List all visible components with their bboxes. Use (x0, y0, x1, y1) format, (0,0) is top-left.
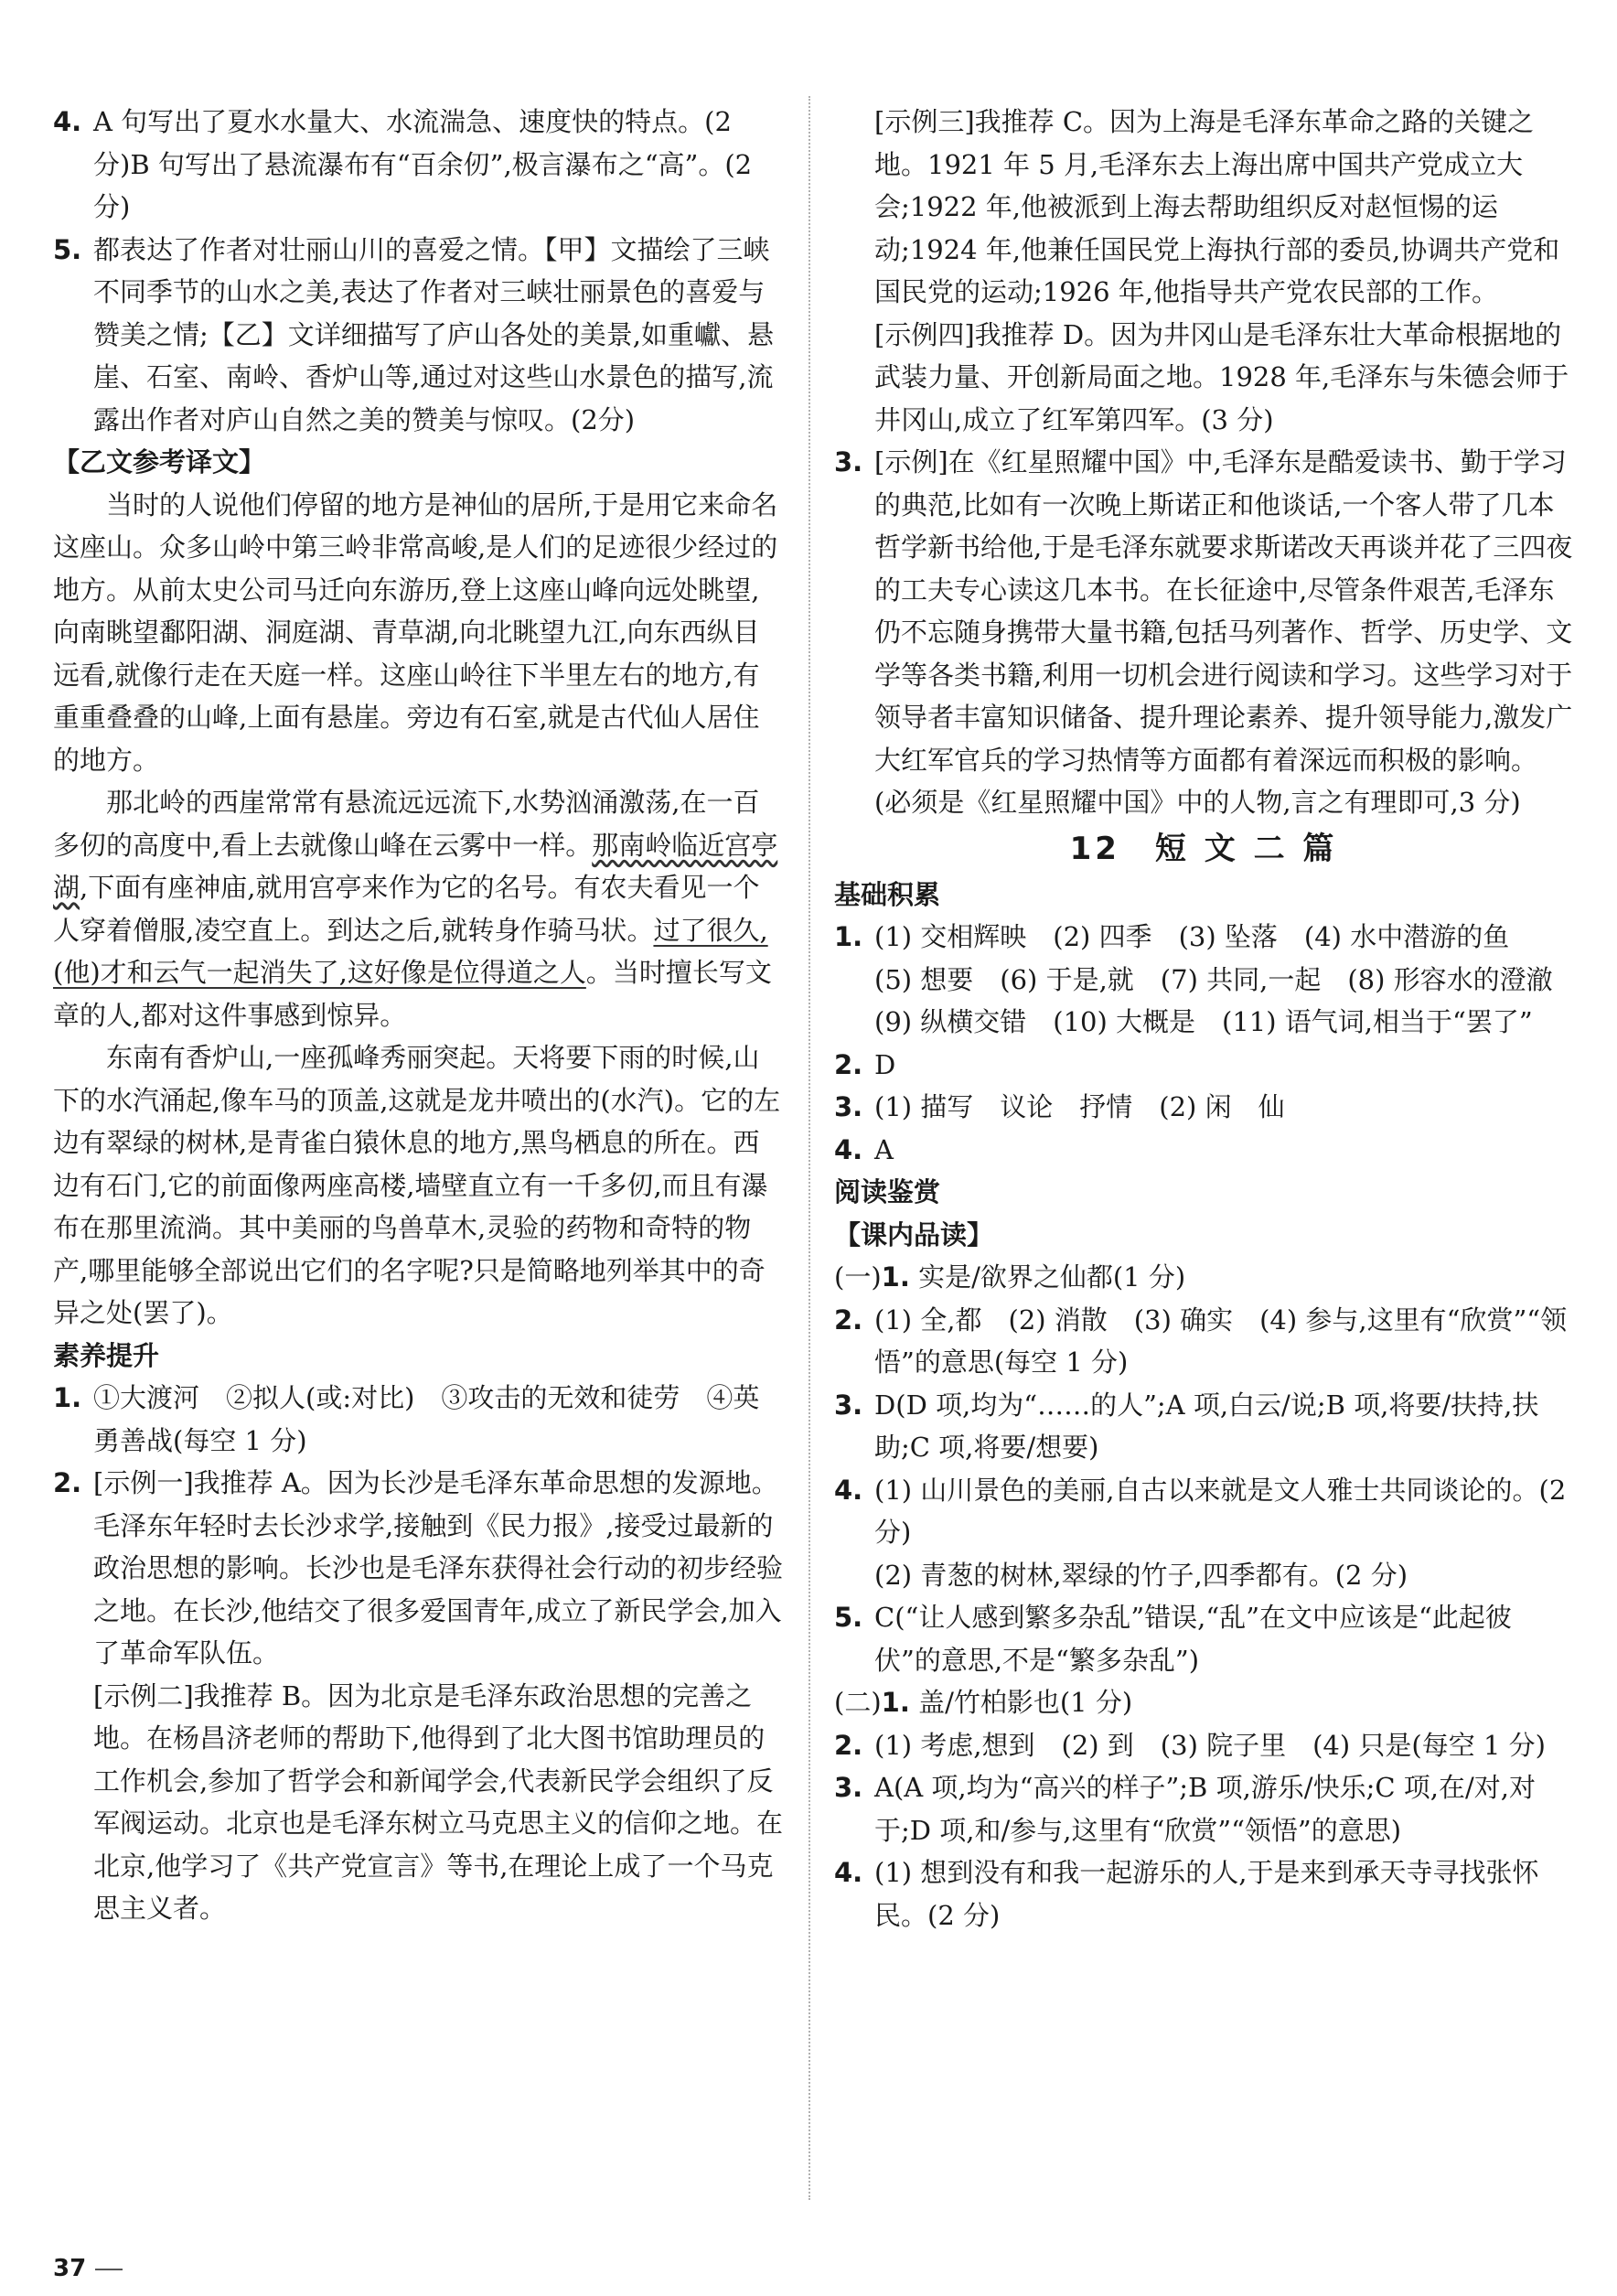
example-1: [示例一]我推荐 A。因为长沙是毛泽东革命思想的发源地。毛泽东年轻时去长沙求学,接触到《民力报》,接受过最新的政治思想的影响。长沙也是毛泽东获得社会行动的初步经验之地。在长沙,他结交了很多爱国青年,成立了新民学会,加入了革命军队伍。 (93, 1467, 784, 1668)
wavy-underlined-text: 那南岭临近宫亭湖 (53, 829, 778, 903)
group-prefix: (一) (834, 1261, 882, 1293)
item-text: A(A 项,均为“高兴的样子”;B 项,游乐/快乐;C 项,在/对,对于;D 项,和/参与,这里有“欣赏”“领悟”的意思) (874, 1772, 1536, 1846)
jichu-item-2 (834, 1044, 1573, 1087)
item-text: A (874, 1133, 894, 1165)
reading-1-item-1 (834, 1256, 1573, 1299)
item-number: 3. (834, 1091, 863, 1122)
section-header-yuedu: 阅读鉴赏 (834, 1176, 941, 1207)
column-divider (808, 96, 810, 2200)
item-number: 2. (834, 1729, 863, 1761)
item-number: 3. (834, 446, 863, 477)
item-body (93, 1462, 785, 1930)
item-number: 2. (834, 1304, 863, 1336)
jichu-item-3 (834, 1086, 1573, 1129)
suyang-item-1 (53, 1377, 785, 1462)
item-number: 4. (834, 1857, 863, 1888)
item-number: 5. (53, 233, 82, 265)
translation-paragraph-1: 当时的人说他们停留的地方是神仙的居所,于是用它来命名这座山。众多山岭中第三岭非常高峻,是人们的足迹很少经过的地方。从前太史公司马迁向东游历,登上这座山峰向远处眺望,向南眺望鄱阳湖、洞庭湖、青草湖,向北眺望九江,向东西纵目远看,就像行走在天庭一样。这座山岭往下半里左右的地方,有重重叠叠的山峰,上面有悬崖。旁边有石室,就是古代仙人居住的地方。 (53, 488, 778, 776)
item-text: D(D 项,均为“……的人”;A 项,白云/说;B 项,将要/扶持,扶助;C 项,将要/想要) (874, 1389, 1539, 1463)
reading-1-item-2 (834, 1299, 1573, 1384)
paragraph-text: ,下面有座神庙,就用宫亭来作为它的名号。有农夫看见一个人穿着僧服,凌空直上。到达之后,就转身作骑马状。 (53, 872, 760, 946)
reading-2-item-3 (834, 1766, 1573, 1851)
item-number: 4. (834, 1474, 863, 1506)
reading-2-item-1 (834, 1681, 1573, 1724)
item-text: 都表达了作者对壮丽山川的喜爱之情。【甲】文描绘了三峡不同季节的山水之美,表达了作者对三峡壮丽景色的喜爱与赞美之情;【乙】文详细描写了庐山各处的美景,如重巘、悬崖、石室、南岭、香炉山等,通过对这些山水景色的描写,流露出作者对庐山自然之美的赞美与惊叹。(2分) (93, 233, 774, 435)
section-header-kenei: 【课内品读】 (834, 1218, 994, 1250)
example-4: [示例四]我推荐 D。因为井冈山是毛泽东壮大革命根据地的武装力量、开创新局面之地。1928 年,毛泽东与朱德会师于井冈山,成立了红军第四军。(3 分) (874, 318, 1569, 435)
section-header-suyang: 素养提升 (53, 1339, 160, 1371)
item-text: (1) 描写 议论 抒情 (2) 闲 仙 (874, 1091, 1285, 1122)
reading-2-item-2 (834, 1724, 1573, 1767)
example-3: [示例三]我推荐 C。因为上海是毛泽东革命之路的关键之地。1921 年 5 月,毛泽东去上海出席中国共产党成立大会;1922 年,他被派到上海去帮助组织反对赵恒惕的运动;1924 年,他兼任国民党上海执行部的委员,协调共产党和国民党的运动;1926 年,他指导共产党农民部的工作。 (874, 106, 1560, 307)
section-header-jichu: 基础积累 (834, 878, 941, 910)
item-number: 3. (834, 1772, 863, 1803)
item-text: (1) 想到没有和我一起游乐的人,于是来到承天寺寻找张怀民。(2 分) (874, 1857, 1539, 1931)
item-number: 3. (834, 1389, 863, 1421)
item-number: 5. (834, 1602, 863, 1633)
page-number: 37 (53, 2255, 123, 2282)
item-text: (2) 青葱的树林,翠绿的竹子,四季都有。(2 分) (874, 1559, 1408, 1591)
item-number: 4. (834, 1133, 863, 1165)
reading-1-item-5 (834, 1596, 1573, 1681)
translation-header: 【乙文参考译文】 (53, 446, 266, 477)
suyang-item-3 (834, 441, 1573, 824)
paragraph-text: 。当时擅长写文章的人,都对这件事感到惊异。 (53, 957, 772, 1031)
answer-item-5 (53, 229, 785, 442)
group-prefix: (二) (834, 1687, 882, 1718)
item-number: 2. (53, 1467, 82, 1498)
reading-1-item-3 (834, 1384, 1573, 1469)
item-text: 盖/竹柏影也(1 分) (918, 1687, 1133, 1718)
item-body (874, 1469, 1573, 1597)
item-text: A 句写出了夏水水量大、水流湍急、速度快的特点。(2分)B 句写出了悬流瀑布有“百余仞”,极言瀑布之“高”。(2分) (93, 106, 753, 222)
chapter-title: 12 短 文 二 篇 (1069, 830, 1338, 867)
item-text: (1) 交相辉映 (2) 四季 (3) 坠落 (4) 水中潜游的鱼 (5) 想要 (6) 于是,就 (7) 共同,一起 (8) 形容水的澄澈 (9) 纵横交错 (10) 大概是 (11) 语气词,相当于“罢了” (874, 921, 1580, 1037)
item-text: D (874, 1048, 896, 1080)
item-number: 2. (834, 1048, 863, 1080)
left-column (53, 101, 785, 1930)
underlined-text: 过了很久,(他)才和云气一起消失了,这好像是位得道之人 (53, 914, 768, 988)
answer-item-4 (53, 101, 785, 229)
suyang-item-2 (53, 1462, 785, 1930)
item-number: 4. (53, 106, 82, 137)
item-text: 实是/欲界之仙都(1 分) (918, 1261, 1186, 1293)
example-2: [示例二]我推荐 B。因为北京是毛泽东政治思想的完善之地。在杨昌济老师的帮助下,他得到了北大图书馆助理员的工作机会,参加了哲学会和新闻学会,代表新民学会组织了反军阀运动。北京也是毛泽东树立马克思主义的信仰之地。在北京,他学习了《共产党宣言》等书,在理论上成了一个马克思主义者。 (93, 1679, 784, 1924)
item-text: (1) 考虑,想到 (2) 到 (3) 院子里 (4) 只是(每空 1 分) (874, 1729, 1546, 1761)
item-number: 1. (881, 1261, 910, 1293)
item-text: ①大渡河 ②拟人(或:对比) ③攻击的无效和徒劳 ④英勇善战(每空 1 分) (93, 1382, 760, 1456)
paragraph-text: 那北岭的西崖常常有悬流远远流下,水势汹涌激荡,在一百多仞的高度中,看上去就像山峰在云雾中一样。 (53, 787, 760, 861)
jichu-item-1 (834, 916, 1580, 1044)
reading-2-item-4 (834, 1851, 1573, 1937)
translation-paragraph-3: 东南有香炉山,一座孤峰秀丽突起。天将要下雨的时候,山下的水汽涌起,像车马的顶盖,这就是龙井喷出的(水汽)。它的左边有翠绿的树林,是青雀白猿休息的地方,黑鸟栖息的所在。西边有石门,它的前面像两座高楼,墙壁直立有一千多仞,而且有瀑布在那里流淌。其中美丽的鸟兽草木,灵验的药物和奇特的物产,哪里能够全部说出它们的名字呢?只是简略地列举其中的奇异之处(罢了)。 (53, 1042, 781, 1328)
item-number: 1. (834, 921, 863, 952)
item-text: (1) 全,都 (2) 消散 (3) 确实 (4) 参与,这里有“欣赏”“领悟”的意思(每空 1 分) (874, 1304, 1568, 1378)
jichu-item-4 (834, 1129, 1573, 1172)
translation-paragraph-2 (53, 781, 785, 1036)
item-number: 1. (53, 1382, 82, 1413)
item-text: [示例]在《红星照耀中国》中,毛泽东是酷爱读书、勤于学习的典范,比如有一次晚上斯诺正和他谈话,一个客人带了几本哲学新书给他,于是毛泽东就要求斯诺改天再谈并花了三四夜的工夫专心读这几本书。在长征途中,尽管条件艰苦,毛泽东仍不忘随身携带大量书籍,包括马列著作、哲学、历史学、文学等各类书籍,利用一切机会进行阅读和学习。这些学习对于领导者丰富知识储备、提升理论素养、提升领导能力,激发广大红军官兵的学习热情等方面都有着深远而积极的影响。(必须是《红星照耀中国》中的人物,言之有理即可,3 分) (874, 446, 1573, 818)
reading-1-item-4 (834, 1469, 1573, 1597)
item-number: 1. (881, 1687, 910, 1718)
right-column (834, 101, 1580, 1937)
item-text: C(“让人感到繁多杂乱”错误,“乱”在文中应该是“此起彼伏”的意思,不是“繁多杂乱”) (874, 1602, 1512, 1676)
item-text: (1) 山川景色的美丽,自古以来就是文人雅士共同谈论的。(2 分) (874, 1474, 1567, 1548)
